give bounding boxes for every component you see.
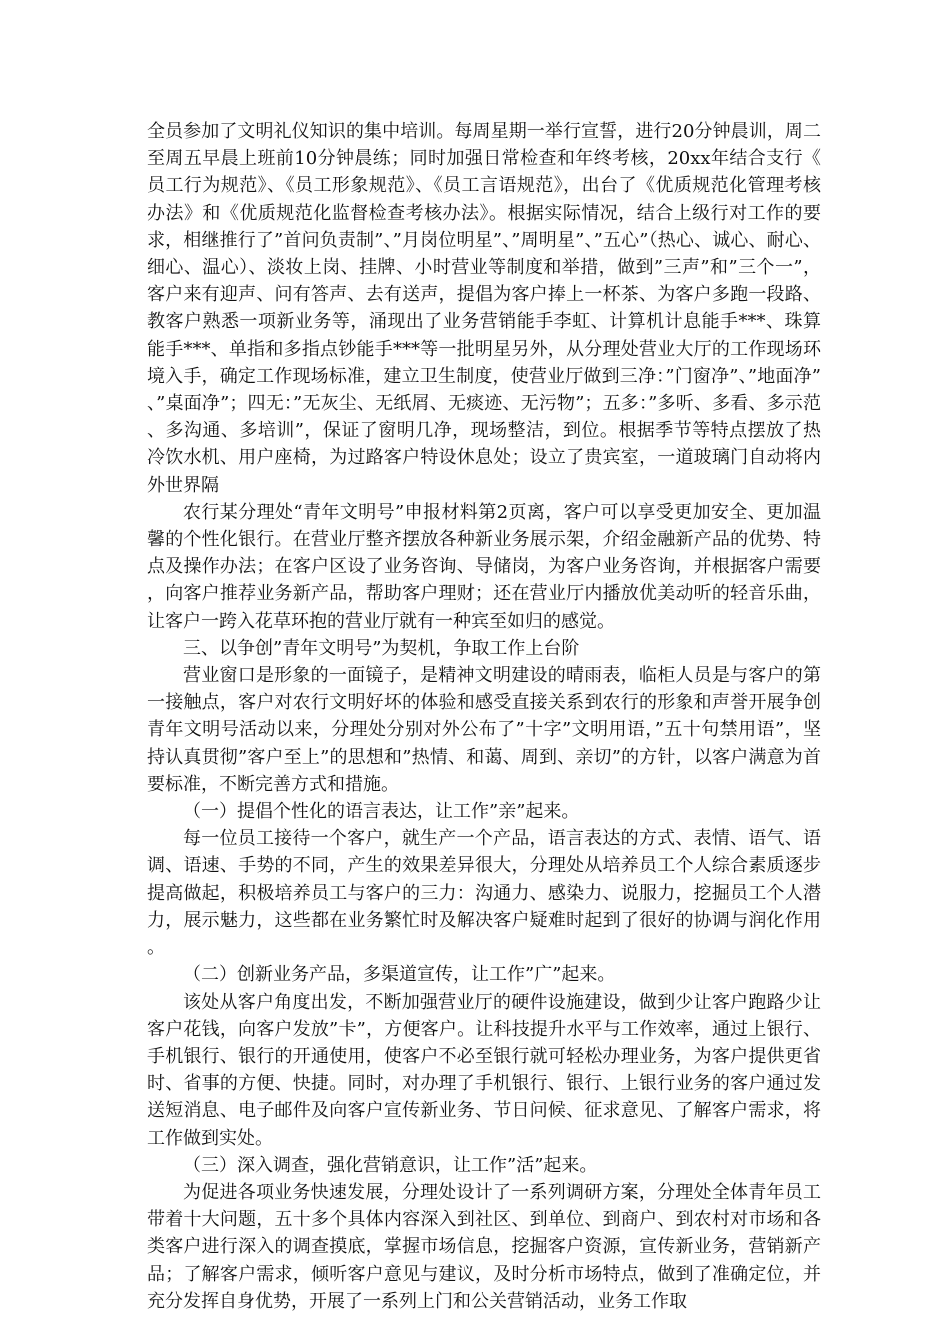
- paragraph-10: 为促进各项业务快速发展，分理处设计了一系列调研方案，分理处全体青年员工带着十大问题，五十多个具体内容深入到社区、到单位、到商户、到农村对市场和各类客户进行深入的调查摸底，掌握市场信息，挖掘客户资源，宣传新业务，营销新产品；了解客户需求，倾听客户意见与建议，及时分析市场特点，做到了准确定位，并充分发挥自身优势，开展了一系列上门和公关营销活动，业务工作取: [147, 1181, 821, 1312]
- document-page: [147, 118, 821, 1315]
- paragraph-2: 农行某分理处“青年文明号”申报材料第2页离，客户可以享受更加安全、更加温馨的个性化银行。在营业厅整齐摆放各种新业务展示架，介绍金融新产品的优势、特点及操作办法；在客户区设了业务咨询、导储岗，为客户业务咨询，并根据客户需要，向客户推荐业务新产品，帮助客户理财；还在营业厅内播放优美动听的轻音乐曲，让客户一跨入花草环抱的营业厅就有一种宾至如归的感觉。: [147, 501, 821, 632]
- paragraph-8: 该处从客户角度出发，不断加强营业厅的硬件设施建设，做到少让客户跑路少让客户花钱，向客户发放”卡”，方便客户。让科技提升水平与工作效率，通过上银行、手机银行、银行的开通使用，使客户不必至银行就可轻松办理业务，为客户提供更省时、省事的方便、快捷。同时，对办理了手机银行、银行、上银行业务的客户通过发送短消息、电子邮件及向客户宣传新业务、节日问候、征求意见、了解客户需求，将工作做到实处。: [147, 991, 821, 1149]
- subsection-heading-1: （一）提倡个性化的语言表达，让工作”亲”起来。: [183, 801, 580, 823]
- paragraph-6: 每一位员工接待一个客户，就生产一个产品，语言表达的方式、表情、语气、语调、语速、手势的不同，产生的效果差异很大，分理处从培养员工个人综合素质逐步提高做起，积极培养员工与客户的三力：沟通力、感染力、说服力，挖掘员工个人潜力，展示魅力，这些都在业务繁忙时及解决客户疑难时起到了很好的协调与润化作用。: [147, 828, 821, 959]
- subsection-heading-3: （三）深入调查，强化营销意识，让工作”活”起来。: [183, 1154, 598, 1176]
- paragraph-1: 全员参加了文明礼仪知识的集中培训。每周星期一举行宣誓，进行20分钟晨训，周二至周五早晨上班前10分钟晨练；同时加强日常检查和年终考核，20xx年结合支行《员工行为规范》、《员工形象规范》、《员工言语规范》，出台了《优质规范化管理考核办法》和《优质规范化监督检查考核办法》。根据实际情况，结合上级行对工作的要求，相继推行了”首问负责制”、”月岗位明星”、”周明星”、”五心”（热心、诚心、耐心、细心、温心）、淡妆上岗、挂牌、小时营业等制度和举措，做到”三声”和”三个一”，客户来有迎声、问有答声、去有送声，提倡为客户捧上一杯茶、为客户多跑一段路、教客户熟悉一项新业务等，涌现出了业务营销能手李虹、计算机计息能手***、珠算能手***、单指和多指点钞能手***等一批明星另外，从分理处营业大厅的工作现场环境入手，确定工作现场标准，建立卫生制度，使营业厅做到三净：”门窗净”、”地面净”、”桌面净”；四无：”无灰尘、无纸屑、无痰迹、无污物”；五多：”多听、多看、多示范、多沟通、多培训”，保证了窗明几净，现场整洁，到位。根据季节等特点摆放了热冷饮水机、用户座椅，为过路客户特设休息处；设立了贵宾室，一道玻璃门自动将内外世界隔: [147, 121, 821, 496]
- paragraph-4: 营业窗口是形象的一面镜子，是精神文明建设的晴雨表，临柜人员是与客户的第一接触点，客户对农行文明好坏的体验和感受直接关系到农行的形象和声誉开展争创青年文明号活动以来，分理处分别对外公布了”十字”文明用语，”五十句禁用语”，坚持认真贯彻”客户至上”的思想和”热情、和蔼、周到、亲切”的方针，以客户满意为首要标准，不断完善方式和措施。: [147, 665, 821, 795]
- subsection-heading-2: （二）创新业务产品，多渠道宣传，让工作”广”起来。: [183, 964, 616, 986]
- section-heading-3: 三、以争创”青年文明号”为契机，争取工作上台阶: [183, 637, 580, 659]
